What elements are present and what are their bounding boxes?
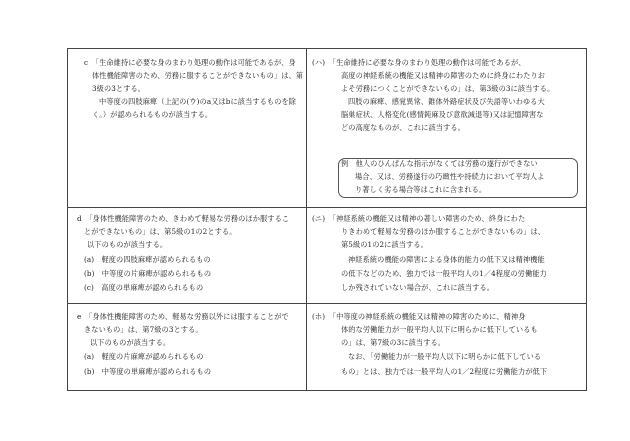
text-line: しか残されていない場合が、これに該当する。 bbox=[341, 283, 495, 292]
text-line: く。）が認められるものが該当する。 bbox=[92, 110, 213, 119]
text-line: りきわめて軽易な労務のほか服することができないもの」は、 bbox=[341, 227, 546, 236]
text-line: (b) 中等度の単麻痺が認められるもの bbox=[84, 367, 212, 376]
text-line: (ハ) 「生命維持に必要な身のまわり処理の動作は可能であるが、 bbox=[312, 58, 526, 67]
text-line: 高度の神経系統の機能又は精神の障害のために終身にわたりお bbox=[341, 71, 546, 80]
text-line: 神経系統の機能の障害による身体的能力の低下又は精神機能 bbox=[348, 255, 545, 264]
text-line: 脳巣症状、人格変化(感情鈍麻及び意欲減退等)又は記憶障害な bbox=[341, 110, 544, 119]
text-line: とができないもの」は、第5級の1の2とする。 bbox=[84, 227, 237, 236]
text-line: (ホ) 「中等度の神経系統の機能又は精神の障害のために、精神身 bbox=[312, 312, 526, 321]
text-line: (a) 軽度の片麻痺が認められるもの bbox=[84, 352, 204, 361]
text-line: 例 他人のひんぱんな指示がなくては労務の遂行ができない bbox=[341, 159, 538, 168]
text-line: 3級の3とする。 bbox=[92, 84, 146, 93]
text-line: の低下などのため、独力では一般平均人の1／4程度の労働能力 bbox=[341, 269, 547, 278]
text-line: 以下のものが該当する。 bbox=[87, 240, 168, 249]
text-line: 体性機能障害のため、労務に服することができないもの」は、第 bbox=[92, 71, 304, 80]
text-line: 第5級の1の2に該当する。 bbox=[341, 240, 428, 249]
text-line: 体的な労働能力が一般平均人以下に明らかに低下しているも bbox=[341, 325, 538, 334]
column-divider bbox=[306, 49, 307, 390]
row-divider-2 bbox=[68, 303, 586, 304]
text-line: 四肢の麻痺、感覚異常、錐体外路症状及び失語等いわゆる大 bbox=[348, 97, 545, 106]
text-line: (a) 軽度の四肢麻痺が認められるもの bbox=[84, 255, 211, 264]
text-line: 以下のものが該当する。 bbox=[90, 338, 171, 347]
text-line: どの高度なものが、これに該当する。 bbox=[341, 123, 465, 132]
text-line: 中等度の四肢麻痺（上記の(ウ)のa又はbに該当するものを除 bbox=[99, 97, 297, 106]
text-line: きないもの」は、第7級の3とする。 bbox=[84, 325, 203, 334]
text-line: の」は、第7級の3に該当する。 bbox=[341, 338, 446, 347]
text-line: もの」とは、独力では一般平均人の1／2程度に労働能力が低下 bbox=[341, 367, 548, 376]
text-line: (ニ) 「神経系統の機能又は精神の著しい障害のため、終身にわた bbox=[312, 214, 526, 223]
text-line: り著しく劣る場合等はこれに含まれる。 bbox=[355, 185, 487, 194]
text-line: e 「身体性機能障害のため、軽易な労務以外には服することがで bbox=[77, 312, 289, 321]
text-line: よそ労務につくことができないもの」は、第3級の3に該当する。 bbox=[341, 84, 555, 93]
text-line: 場合、又は、労務遂行の巧緻性や持続力において平均人よ bbox=[355, 172, 545, 181]
text-line: c 「生命維持に必要な身のまわり処理の動作は可能であるが、身 bbox=[84, 58, 296, 67]
text-line: (b) 中等度の片麻痺が認められるもの bbox=[84, 269, 212, 278]
text-line: (c) 高度の単麻痺が認められるもの bbox=[84, 283, 204, 292]
text-line: なお、「労働能力が一般平均人以下に明らかに低下している bbox=[348, 352, 542, 361]
row-divider-1 bbox=[68, 207, 586, 208]
text-line: d 「身体性機能障害のため、きわめて軽易な労務のほか服するこ bbox=[77, 214, 290, 223]
